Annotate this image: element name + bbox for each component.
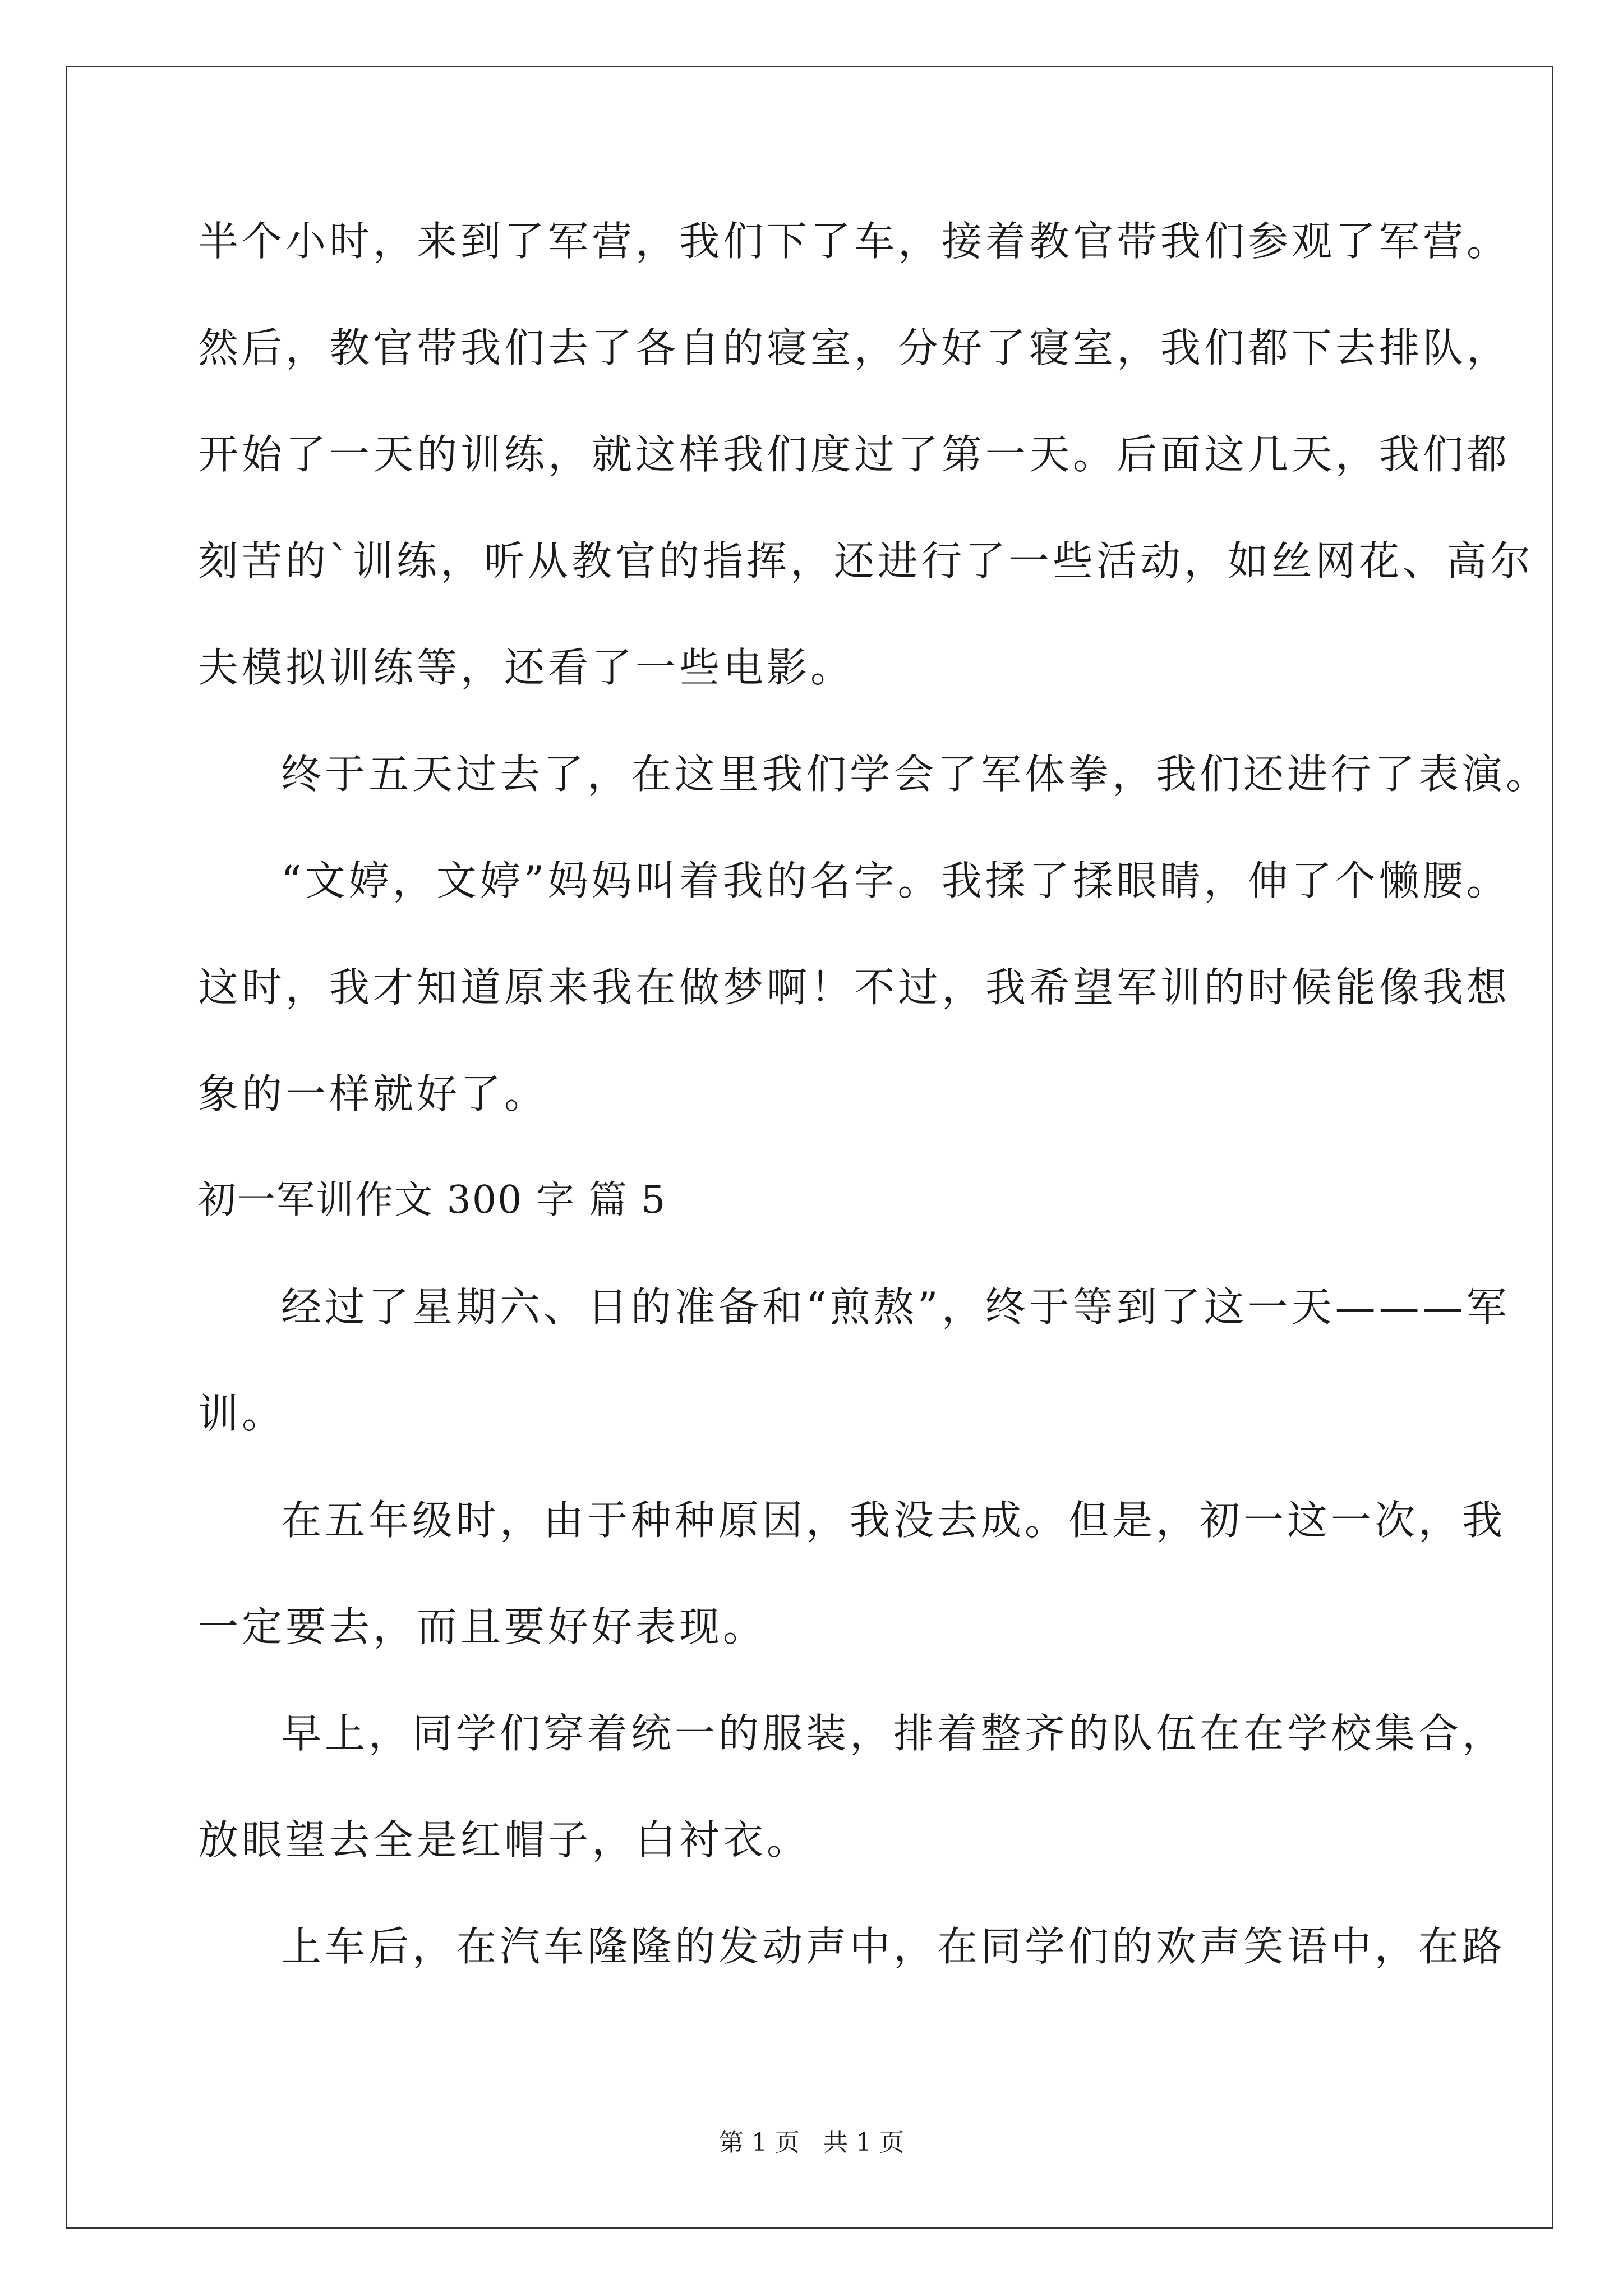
section-heading: 初一军训作文 300 字 篇 5 [198,1178,667,1222]
paragraph-line: 这时，我才知道原来我在做梦啊！不过，我希望军训的时候能像我想 [198,964,1511,1011]
paragraph-line: 开始了一天的训练，就这样我们度过了第一天。后面这几天，我们都 [198,431,1511,478]
paragraph-line: 放眼望去全是红帽子，白衬衣。 [198,1816,811,1864]
paragraph-line: 在五年级时，由于种种原因，我没去成。但是，初一这一次，我 [281,1497,1506,1544]
paragraph-line: 半个小时，来到了军营，我们下了车，接着教官带我们参观了军营。 [198,218,1511,265]
paragraph-line: 上车后，在汽车隆隆的发动声中，在同学们的欢声笑语中，在路 [281,1923,1506,1970]
page-number-total: 共 1 页 [823,2128,904,2157]
page-number-current: 第 1 页 [719,2128,800,2157]
paragraph-line: 经过了星期六、日的准备和“煎熬”，终于等到了这一天———军 [281,1283,1510,1331]
paragraph-line: 象的一样就好了。 [198,1070,548,1117]
paragraph-line: 终于五天过去了，在这里我们学会了军体拳，我们还进行了表演。 [281,751,1550,798]
page-footer [0,2126,1623,2160]
paragraph-line: 早上，同学们穿着统一的服装，排着整齐的队伍在在学校集合， [281,1710,1506,1757]
paragraph-line: “文婷，文婷”妈妈叫着我的名字。我揉了揉眼睛，伸了个懒腰。 [281,857,1510,904]
page-border [66,66,1553,2229]
paragraph-line: 一定要去，而且要好好表现。 [198,1603,767,1650]
paragraph-line: 刻苦的`训练，听从教官的指挥，还进行了一些活动，如丝网花、高尔 [198,537,1534,585]
paragraph-line: 夫模拟训练等，还看了一些电影。 [198,644,855,691]
paragraph-line: 然后，教官带我们去了各自的寝室，分好了寝室，我们都下去排队， [198,324,1511,371]
paragraph-line: 训。 [198,1390,286,1437]
